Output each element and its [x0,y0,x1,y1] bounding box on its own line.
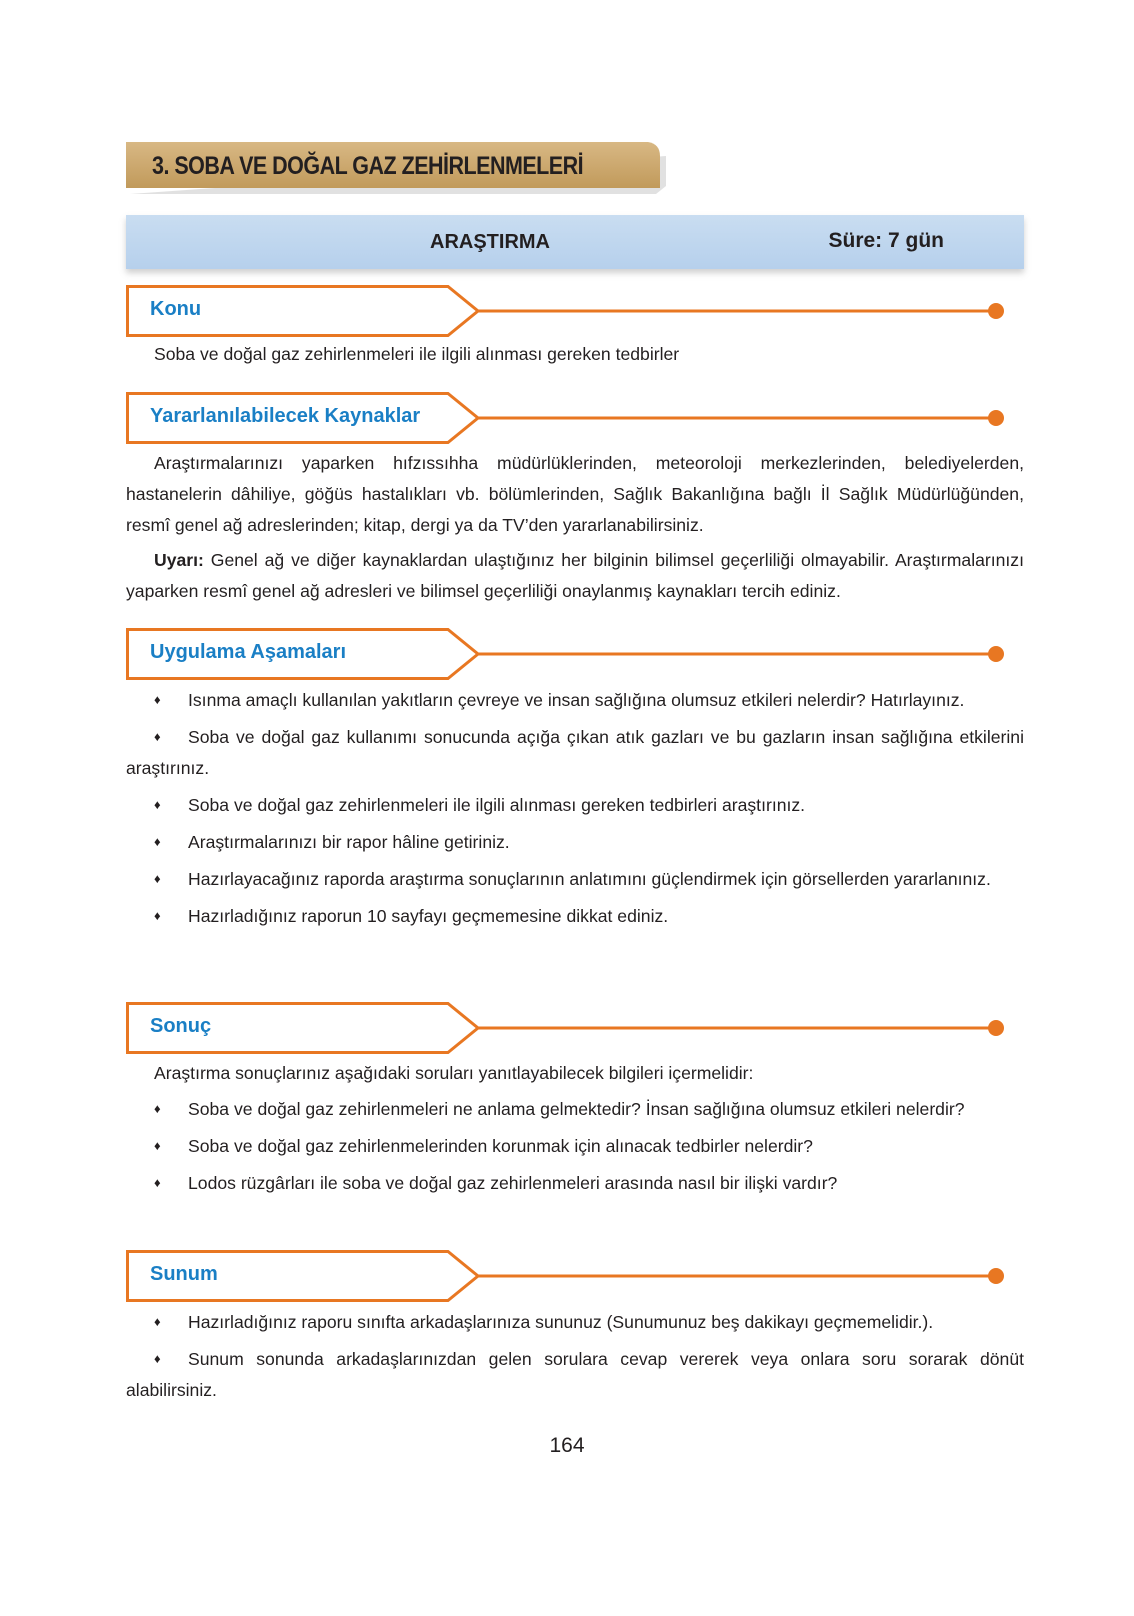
warning-paragraph [126,545,1024,607]
list-item [126,684,1024,716]
bullet-icon: ♦ [154,1351,161,1366]
bullet-icon: ♦ [154,692,161,707]
section-label-sonuc: Sonuç [150,1015,212,1037]
duration-label: Süre: 7 gün [828,229,944,252]
warning-label: Uyarı: [154,550,204,570]
bullet-icon: ♦ [154,729,161,744]
section-header-sunum [126,1250,1026,1302]
list-item-text: Araştırmalarınızı bir rapor hâline getiriniz. [188,832,510,852]
research-label: ARAŞTIRMA [430,231,550,253]
sonuc-intro: Araştırma sonuçlarınız aşağıdaki soruları yanıtlayabilecek bilgileri içermelidir: [154,1063,754,1083]
list-item-text: Hazırlayacağınız raporda araştırma sonuçlarının anlatımını güçlendirmek için görsellerden yararlanınız. [188,869,991,889]
list-item [126,826,1024,858]
list-item-text: Soba ve doğal gaz zehirlenmeleri ile ilgili alınması gereken tedbirleri araştırınız. [188,795,806,815]
list-item [126,1130,1024,1162]
section-header-uygulama [126,628,1026,680]
bullet-icon: ♦ [154,908,161,923]
list-item [126,721,1024,784]
bullet-icon: ♦ [154,797,161,812]
list-item [126,863,1024,895]
konu-text: Soba ve doğal gaz zehirlenmeleri ile ilgili alınması gereken tedbirler [154,344,680,364]
list-item-text: Sunum sonunda arkadaşlarınızdan gelen sorulara cevap vererek veya onlara soru sorarak dönüt alabilirsiniz. [126,1349,1024,1400]
sonuc-list [126,1058,1024,1204]
section-arrow-line [126,285,1026,337]
bullet-icon: ♦ [154,1175,161,1190]
list-item-text: Soba ve doğal gaz kullanımı sonucunda açığa çıkan atık gazları ve bu gazların insan sağlığına etkilerini araştırınız. [126,727,1024,778]
sunum-list [126,1306,1024,1411]
section-header-kaynaklar [126,392,1026,444]
list-item-text: Hazırladığınız raporu sınıfta arkadaşlarınıza sununuz (Sunumunuz beş dakikayı geçmemelidir.). [188,1312,934,1332]
list-item-text: Soba ve doğal gaz zehirlenmeleri ne anlama gelmektedir? İnsan sağlığına olumsuz etkileri nelerdir? [188,1099,965,1119]
bullet-icon: ♦ [154,834,161,849]
list-item-text: Hazırladığınız raporun 10 sayfayı geçmemesine dikkat ediniz. [188,906,669,926]
research-bar [126,215,1024,269]
warning-text: Genel ağ ve diğer kaynaklardan ulaştığınız her bilginin bilimsel geçerliliği olmayabilir. Araştırmalarınızı yaparken resmî genel ağ adresleri ve bilimsel geçerliliği onaylanmış kaynakları tercih ediniz. [126,550,1024,601]
kaynaklar-text-block [126,448,1024,611]
chapter-title: 3. SOBA VE DOĞAL GAZ ZEHİRLENMELERİ [152,152,584,180]
bullet-icon: ♦ [154,1138,161,1153]
list-item [126,1093,1024,1125]
list-item [126,900,1024,932]
list-item-text: Soba ve doğal gaz zehirlenmelerinden korunmak için alınacak tedbirler nelerdir? [188,1136,813,1156]
section-label-kaynaklar: Yararlanılabilecek Kaynaklar [150,405,421,427]
section-arrow-line [126,1250,1026,1302]
page-number: 164 [549,1434,585,1457]
list-item [126,1343,1024,1406]
section-arrow-line [126,1002,1026,1054]
list-item [126,1306,1024,1338]
list-item-text: Lodos rüzgârları ile soba ve doğal gaz zehirlenmeleri arasında nasıl bir ilişki vardır? [188,1173,838,1193]
uygulama-list [126,684,1024,937]
section-header-konu [126,285,1026,337]
bullet-icon: ♦ [154,1314,161,1329]
bullet-icon: ♦ [154,871,161,886]
chapter-banner [126,142,666,192]
list-item [126,789,1024,821]
list-item [126,1167,1024,1199]
kaynaklar-text: Araştırmalarınızı yaparken hıfzıssıhha müdürlüklerinden, meteoroloji merkezlerinden, belediyelerden, hastanelerin dâhiliye, göğüs hastalıkları vb. bölümlerinden, Sağlık Bakanlığına bağlı İl Sağlık Müdürlüğünden, resmî genel ağ adreslerinden; kitap, dergi ya da TV’den yararlanabilirsiniz. [126,453,1024,535]
konu-text-block [126,339,1024,370]
section-label-sunum: Sunum [150,1263,218,1285]
bullet-icon: ♦ [154,1101,161,1116]
section-label-uygulama: Uygulama Aşamaları [150,641,347,663]
list-item-text: Isınma amaçlı kullanılan yakıtların çevreye ve insan sağlığına olumsuz etkileri nelerdir? Hatırlayınız. [188,690,965,710]
section-header-sonuc [126,1002,1026,1054]
section-label-konu: Konu [150,298,202,320]
